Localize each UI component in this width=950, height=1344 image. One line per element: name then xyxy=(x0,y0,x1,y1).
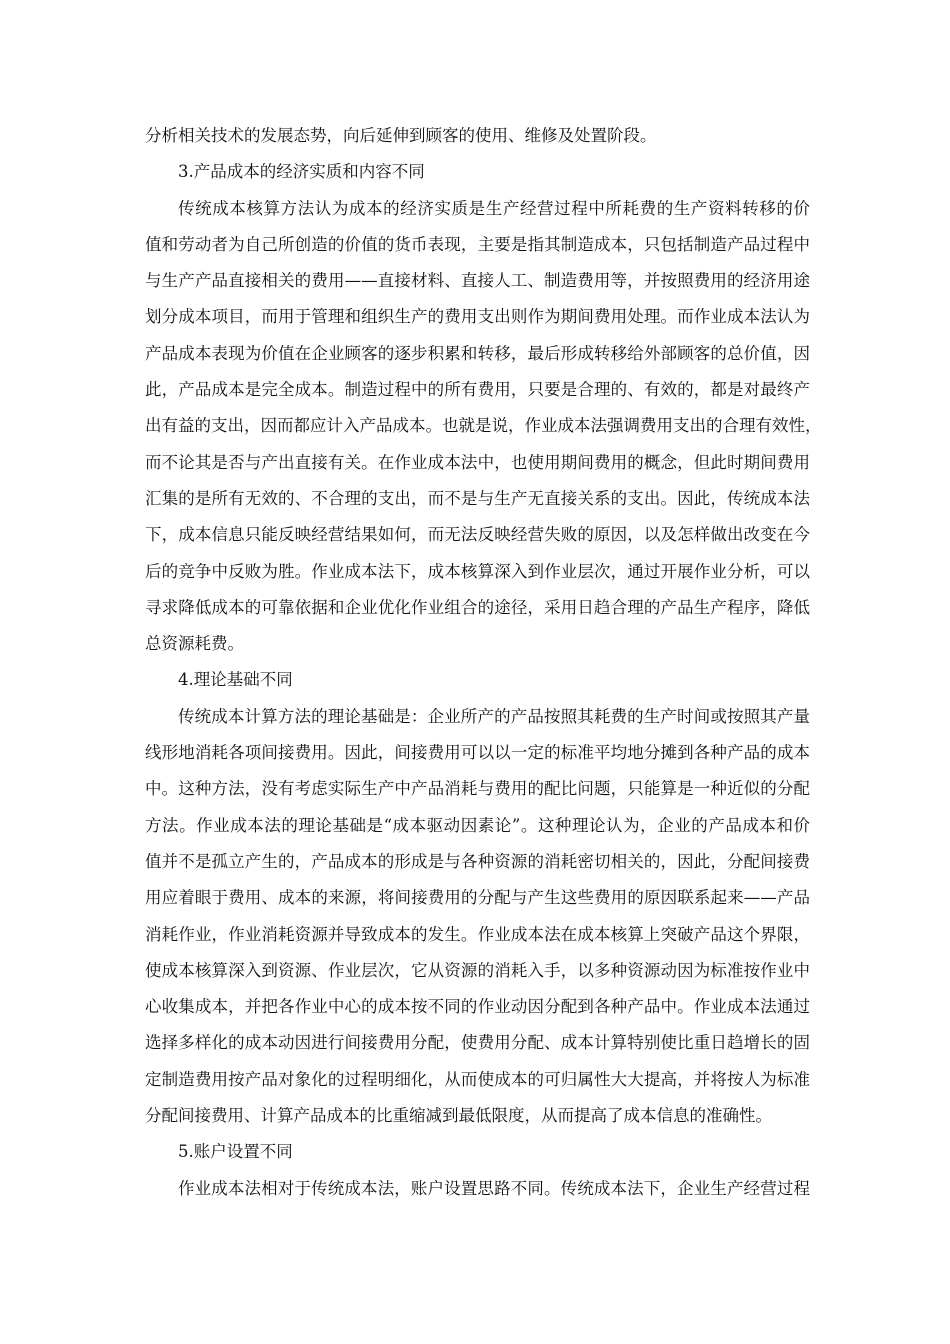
document-page xyxy=(145,118,822,1207)
text-line: 方法。作业成本法的理论基础是“成本驱动因素论”。这种理论认为，企业的产品成本和价 xyxy=(145,815,810,835)
body-paragraph xyxy=(145,1171,810,1207)
text-line: 线形地消耗各项间接费用。因此，间接费用可以以一定的标准平均地分摊到各种产品的成本 xyxy=(145,743,810,763)
text-line: 而不论其是否与产出直接有关。在作业成本法中，也使用期间费用的概念，但此时期间费用 xyxy=(145,452,810,472)
heading-text: 4.理论基础不同 xyxy=(178,670,293,690)
text-line: 传统成本核算方法认为成本的经济实质是生产经营过程中所耗费的生产资料转移的价 xyxy=(178,198,810,218)
text-line: 此，产品成本是完全成本。制造过程中的所有费用，只要是合理的、有效的，都是对最终产 xyxy=(145,380,810,400)
text-line: 划分成本项目，而用于管理和组织生产的费用支出则作为期间费用处理。而作业成本法认为 xyxy=(145,307,810,327)
text-line: 选择多样化的成本动因进行间接费用分配，使费用分配、成本计算特别使比重日趋增长的固 xyxy=(145,1033,810,1053)
text-line: 分析相关技术的发展态势，向后延伸到顾客的使用、维修及处置阶段。 xyxy=(145,126,657,145)
text-line: 产品成本表现为价值在企业顾客的逐步积累和转移，最后形成转移给外部顾客的总价值，因 xyxy=(145,343,810,363)
section-heading xyxy=(145,662,810,698)
text-line: 作业成本法相对于传统成本法，账户设置思路不同。传统成本法下，企业生产经营过程 xyxy=(178,1178,810,1198)
text-line: 定制造费用按产品对象化的过程明细化，从而使成本的可归属性大大提高，并将按人为标准 xyxy=(145,1069,810,1089)
text-line: 与生产产品直接相关的费用——直接材料、直接人工、制造费用等，并按照费用的经济用途 xyxy=(145,271,810,291)
text-line: 寻求降低成本的可靠依据和企业优化作业组合的途径，采用日趋合理的产品生产程序，降低 xyxy=(145,597,810,617)
text-line: 总资源耗费。 xyxy=(145,634,244,654)
text-line: 后的竞争中反败为胜。作业成本法下，成本核算深入到作业层次，通过开展作业分析，可以 xyxy=(145,561,810,581)
text-line: 心收集成本，并把各作业中心的成本按不同的作业动因分配到各种产品中。作业成本法通过 xyxy=(145,997,810,1017)
text-line: 传统成本计算方法的理论基础是：企业所产的产品按照其耗费的生产时间或按照其产量 xyxy=(178,706,810,726)
text-line: 中。这种方法，没有考虑实际生产中产品消耗与费用的配比问题，只能算是一种近似的分配 xyxy=(145,779,810,799)
heading-text: 5.账户设置不同 xyxy=(178,1142,293,1162)
section-heading xyxy=(145,154,810,190)
text-line: 用应着眼于费用、成本的来源，将间接费用的分配与产生这些费用的原因联系起来——产品 xyxy=(145,888,810,908)
text-line: 出有益的支出，因而都应计入产品成本。也就是说，作业成本法强调费用支出的合理有效性， xyxy=(145,416,822,436)
text-line: 下，成本信息只能反映经营结果如何，而无法反映经营失败的原因，以及怎样做出改变在今 xyxy=(145,525,810,545)
text-line: 值并不是孤立产生的，产品成本的形成是与各种资源的消耗密切相关的，因此，分配间接费 xyxy=(145,851,810,871)
body-paragraph xyxy=(145,699,810,1135)
body-paragraph xyxy=(145,191,822,663)
heading-text: 3.产品成本的经济实质和内容不同 xyxy=(178,162,425,182)
text-line: 使成本核算深入到资源、作业层次，它从资源的消耗入手，以多种资源动因为标准按作业中 xyxy=(145,960,810,980)
body-paragraph xyxy=(145,118,810,154)
text-line: 汇集的是所有无效的、不合理的支出，而不是与生产无直接关系的支出。因此，传统成本法 xyxy=(145,488,810,508)
text-line: 值和劳动者为自己所创造的价值的货币表现，主要是指其制造成本，只包括制造产品过程中 xyxy=(145,234,810,254)
text-line: 分配间接费用、计算产品成本的比重缩减到最低限度，从而提高了成本信息的准确性。 xyxy=(145,1106,772,1126)
section-heading xyxy=(145,1134,810,1170)
text-line: 消耗作业，作业消耗资源并导致成本的发生。作业成本法在成本核算上突破产品这个界限， xyxy=(145,924,810,944)
